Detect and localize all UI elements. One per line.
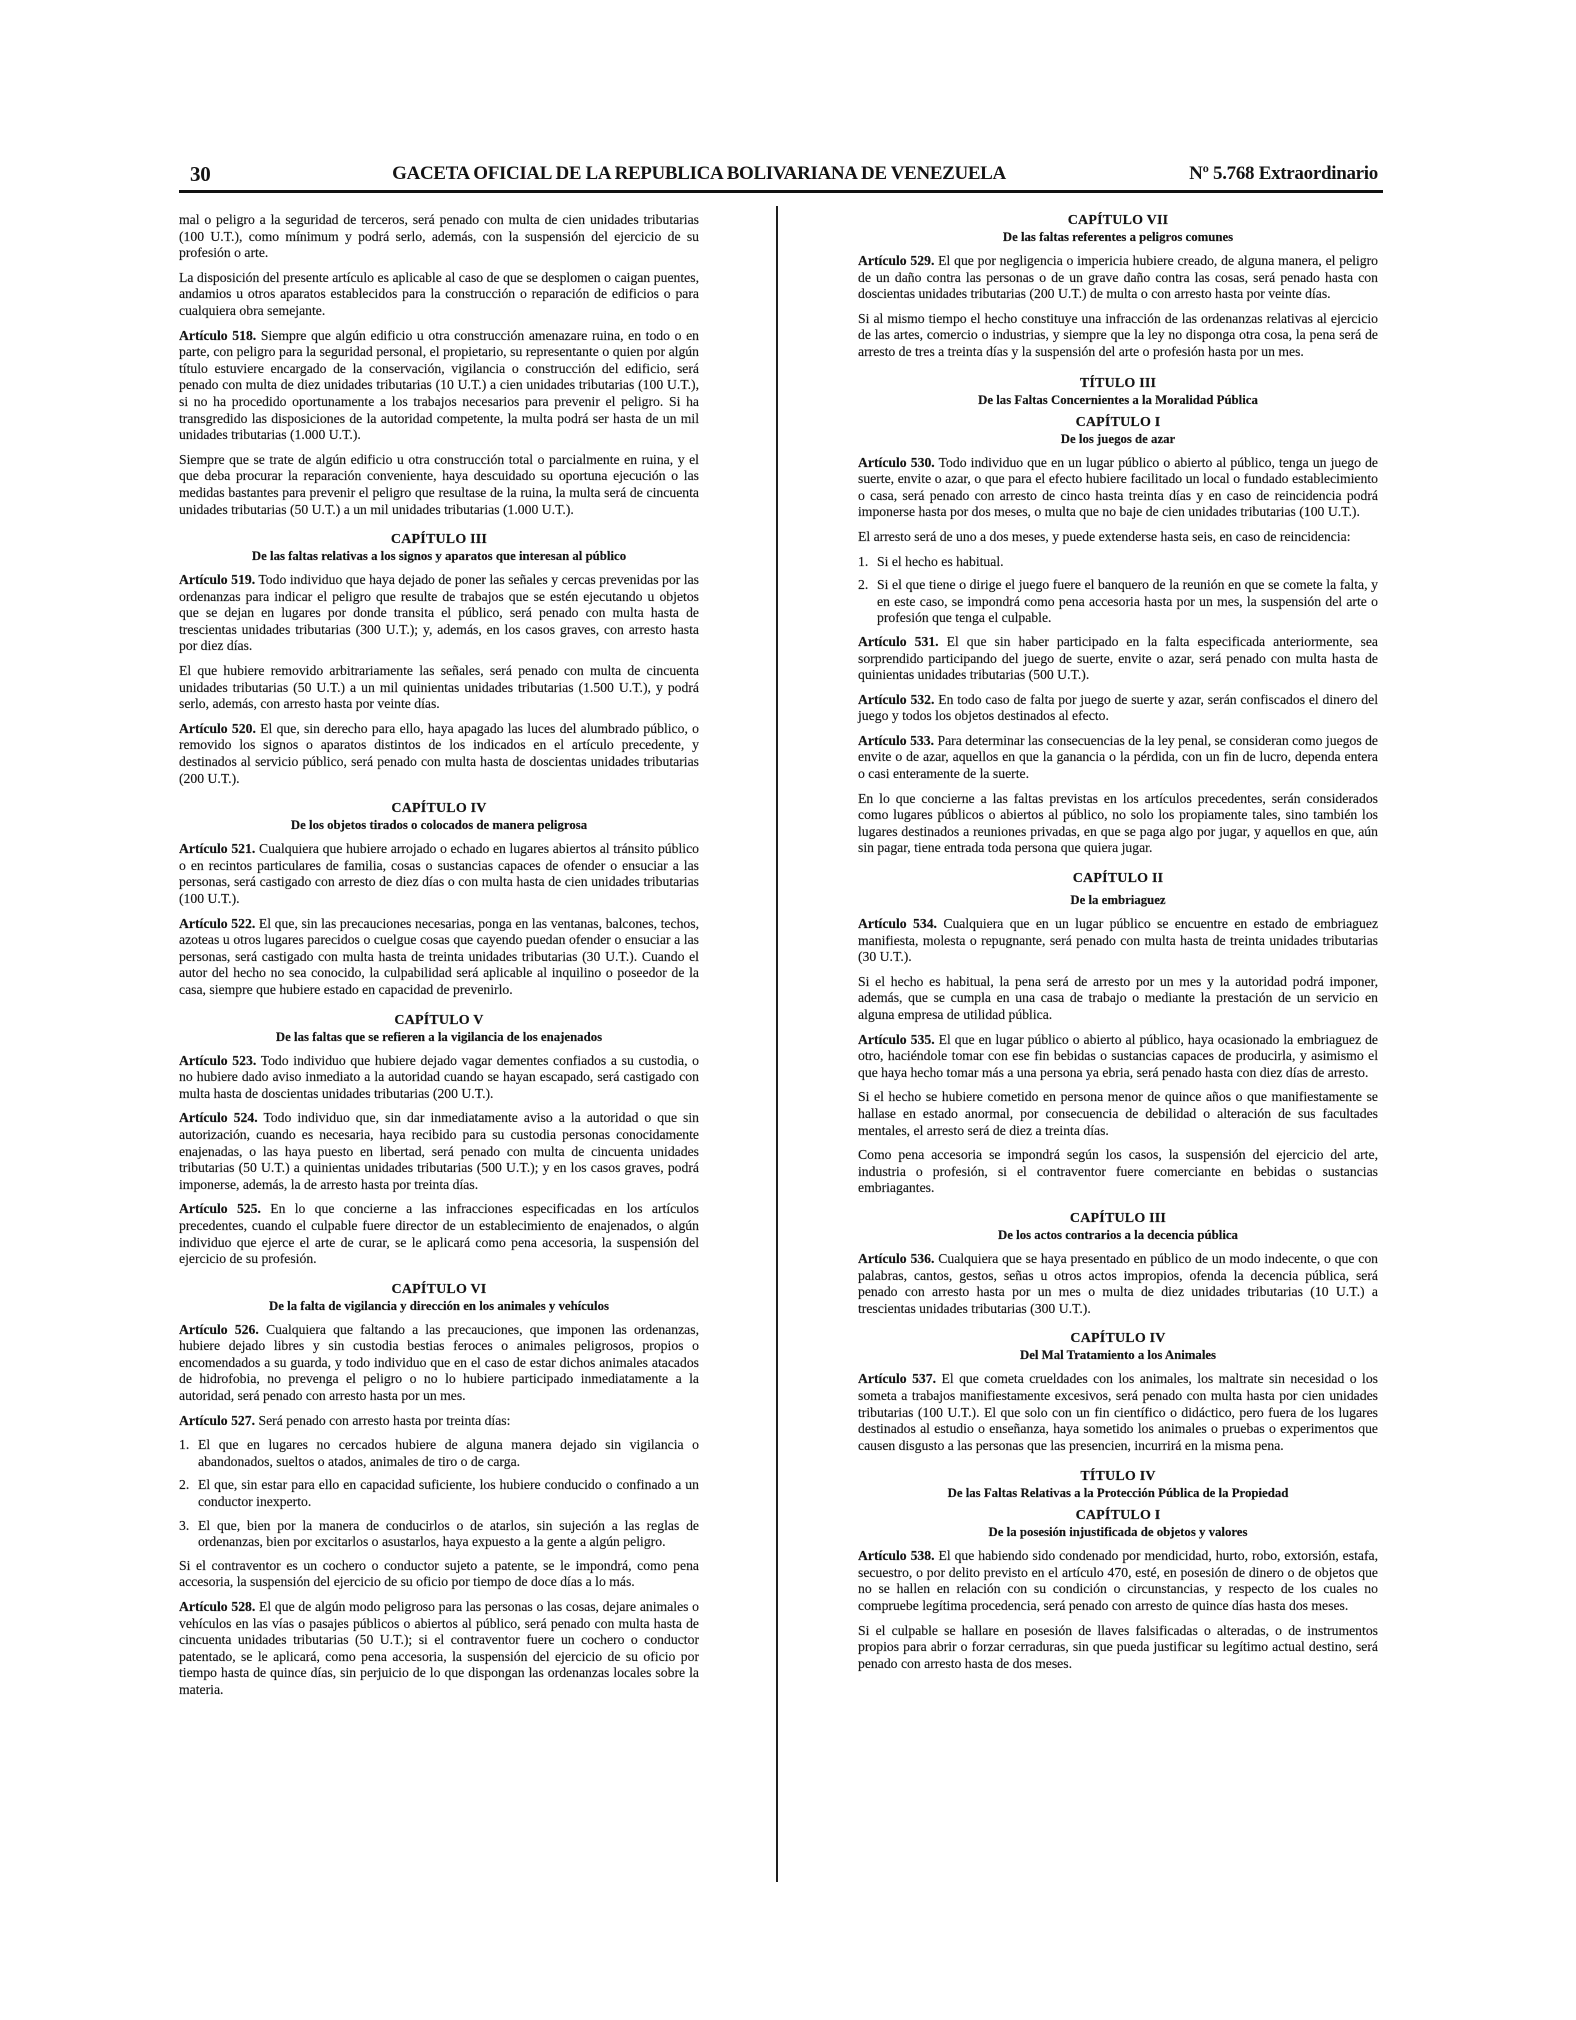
chapter-heading xyxy=(858,414,1378,447)
article-522 xyxy=(179,916,699,999)
article-label: Artículo 527. xyxy=(179,1412,256,1428)
paragraph-text: En lo que concierne a las faltas previstas en los artículos precedentes, serán considerados como lugares públicos o abiertos al público, no solo los propiamente tales, sino también los lugares destinados a reuniones privadas, en que se paga algo por jugar, y aquellos en que, aún sin pagar, tiene entrada toda persona que quiera jugar. xyxy=(858,790,1378,856)
article-text: Cualquiera que se haya presentado en público de un modo indecente, o que con palabras, cantos, gestos, señas u otros actos impropios, ofenda la decencia pública, será penado con arresto hasta por un mes o multa de diez unidades tributarias (10 U.T.) a trescientas unidades tributarias (300 U.T.). xyxy=(858,1250,1379,1316)
article-537 xyxy=(858,1371,1378,1454)
list-number: 3. xyxy=(179,1517,190,1533)
article-label: Artículo 531. xyxy=(858,633,939,649)
article-536 xyxy=(858,1251,1378,1317)
paragraph-text: Si al mismo tiempo el hecho constituye una infracción de las ordenanzas relativas al ejercicio de las artes, comercio o industrias, y siempre que la ley no disponga otra cosa, la pena será de arresto de tres a treinta días y la suspensión del arte o profesión hasta por un mes. xyxy=(858,310,1378,359)
paragraph xyxy=(179,270,699,320)
title-heading xyxy=(858,1468,1378,1501)
column-divider xyxy=(776,206,778,1882)
article-text: Cualquiera que faltando a las precauciones, que imponen las ordenanzas, hubiere dejado libres y sin custodia bestias feroces o animales peligrosos, propios o encomendados a su guarda, y todo individuo que en el caso de estar dichos animales atacados de hidrofobia, no prevenga el peligro o no lo hubiere participado inmediatamente a la autoridad, será penado con arresto hasta por un mes. xyxy=(179,1321,700,1404)
paragraph xyxy=(179,212,699,262)
article-535 xyxy=(858,1032,1378,1082)
article-text: El que cometa crueldades con los animales, los maltrate sin necesidad o los someta a trabajos manifiestamente excesivos, será penado con multa hasta por cien unidades tributarias (100 U.T.). El que solo con un fin científico o didáctico, pero fuera de los lugares destinados al estudio o enseñanza, haya sometido los animales o pruebas o experimentos que causen disgusto a las personas que las presencien, incurrirá en la misma pena. xyxy=(858,1371,1379,1453)
article-label: Artículo 524. xyxy=(179,1110,258,1126)
chapter-subtitle: Del Mal Tratamiento a los Animales xyxy=(1019,1348,1217,1363)
paragraph xyxy=(858,791,1378,857)
issue-number: Nº 5.768 Extraordinario xyxy=(1189,163,1378,184)
list-item xyxy=(858,554,1378,571)
chapter-heading xyxy=(858,212,1378,245)
chapter-heading xyxy=(858,1507,1378,1540)
chapter-subtitle: De los actos contrarios a la decencia pública xyxy=(998,1227,1238,1242)
article-text: El que sin haber participado en la falta especificada anteriormente, sea sorprendido participando del juego de suerte, envite o azar, será penado con multa hasta de quinientas unidades tributarias (500 U.T.). xyxy=(858,633,1379,683)
article-label: Artículo 535. xyxy=(858,1031,935,1047)
chapter-subtitle: De los juegos de azar xyxy=(1060,431,1176,446)
article-label: Artículo 518. xyxy=(179,327,257,343)
list-text: Si el hecho es habitual. xyxy=(877,553,1004,569)
article-label: Artículo 537. xyxy=(858,1371,937,1387)
article-text: El que en lugar público o abierto al público, haya ocasionado la embriaguez de otro, haciéndole tomar con ese fin bebidas o sustancias capaces de producirla, y asimismo el que haya hecho tomar más a una persona ya ebria, será penado hasta con diez días de arresto. xyxy=(858,1031,1379,1080)
chapter-subtitle: De las faltas relativas a los signos y aparatos que interesan al público xyxy=(251,549,627,564)
chapter-subtitle: De la falta de vigilancia y dirección en los animales y vehículos xyxy=(269,1298,609,1313)
list-number: 1. xyxy=(179,1437,190,1453)
paragraph xyxy=(858,1623,1378,1673)
article-label: Artículo 530. xyxy=(858,454,935,470)
chapter-title: CAPÍTULO III xyxy=(390,532,488,548)
chapter-heading xyxy=(179,800,699,833)
chapter-heading xyxy=(179,1281,699,1314)
article-label: Artículo 525. xyxy=(179,1201,261,1217)
chapter-title: CAPÍTULO IV xyxy=(1070,1331,1166,1347)
article-text: El que, sin derecho para ello, haya apagado las luces del alumbrado público, o removido los signos o aparatos distintos de los indicados en el artículo precedente, y destinados al servicio público, será penado con multa hasta de doscientas unidades tributarias (200 U.T.). xyxy=(179,720,700,786)
list-number: 1. xyxy=(858,553,869,569)
article-label: Artículo 532. xyxy=(858,691,935,707)
list-item xyxy=(179,1518,699,1551)
article-text: Todo individuo que, sin dar inmediatamente aviso a la autoridad o que sin autorización, cuando es necesaria, haya recibido para su custodia personas conocidamente enajenadas, o las haya puesto en libertad, será penado con multa de cincuenta unidades tributarias (50 U.T.) a quinientas unidades tributarias (500 U.T.); y en los casos graves, podrá imponerse, además, la de arresto hasta por treinta días. xyxy=(179,1110,699,1192)
article-530 xyxy=(858,455,1378,521)
article-text: Será penado con arresto hasta por treinta días: xyxy=(258,1412,511,1428)
article-label: Artículo 521. xyxy=(179,841,256,857)
paragraph-text: El que hubiere removido arbitrariamente las señales, será penado con multa de cincuenta unidades tributarias (50 U.T.) a un mil quinientas unidades tributarias (1.500 U.T.), y podrá serlo, además, con arresto hasta por veinte días. xyxy=(179,663,699,712)
page-number: 30 xyxy=(190,162,211,186)
article-520 xyxy=(179,721,699,787)
chapter-subtitle: De la posesión injustificada de objetos y valores xyxy=(988,1525,1248,1540)
list-item xyxy=(858,577,1378,627)
article-524 xyxy=(179,1110,699,1193)
header-rule xyxy=(179,190,1383,193)
title-number: TÍTULO III xyxy=(1079,375,1157,391)
article-label: Artículo 529. xyxy=(858,253,935,268)
chapter-subtitle: De las faltas que se refieren a la vigilancia de los enajenados xyxy=(275,1029,603,1044)
article-text: El que por negligencia o impericia hubiere creado, de alguna manera, el peligro de un daño contra las personas o de un grave daño contra las cosas, será penado hasta con doscientas unidades tributarias (200 U.T.) de multa o con arresto hasta por veinte días. xyxy=(858,253,1378,302)
paragraph xyxy=(858,529,1378,546)
article-label: Artículo 523. xyxy=(179,1052,257,1068)
chapter-heading xyxy=(858,1330,1378,1363)
article-525 xyxy=(179,1201,699,1267)
article-text: Todo individuo que hubiere dejado vagar dementes confiados a su custodia, o no hubiere dado aviso inmediato a la autoridad cuando se hayan escapado, será castigado con multa hasta de doscientas unidades tributarias (200 U.T.). xyxy=(179,1052,699,1101)
article-text: Todo individuo que en un lugar público o abierto al público, tenga un juego de suerte, envite o azar, o que para el efecto hubiere facilitado un local o fundado establecimiento o casa, será penado con arresto de cinco hasta treinta días y en caso de reincidencia podrá imponerse hasta por dos meses, o multa que no baje de cien unidades tributarias (100 U.T.). xyxy=(858,454,1379,520)
article-label: Artículo 528. xyxy=(179,1599,256,1614)
article-529 xyxy=(858,253,1378,303)
paragraph xyxy=(179,663,699,713)
chapter-title: CAPÍTULO VI xyxy=(391,1281,487,1297)
chapter-subtitle: De la embriaguez xyxy=(1070,893,1166,908)
chapter-title: CAPÍTULO IV xyxy=(391,801,487,817)
list-number: 2. xyxy=(179,1477,190,1493)
chapter-heading xyxy=(858,870,1378,908)
list-number: 2. xyxy=(858,577,869,593)
paragraph xyxy=(179,452,699,518)
title-subtitle: De las Faltas Relativas a la Protección Pública de la Propiedad xyxy=(947,1486,1289,1501)
paragraph xyxy=(179,1558,699,1591)
list-text: El que, sin estar para ello en capacidad suficiente, los hubiere conducido o confinado a un conductor inexperto. xyxy=(198,1477,699,1510)
list-text: Si el que tiene o dirige el juego fuere el banquero de la reunión en que se comete la falta, y en este caso, se impondrá como pena accesoria hasta por un mes, la suspensión del arte o profesión que tenga el culpable. xyxy=(877,577,1378,626)
chapter-title: CAPÍTULO VII xyxy=(1067,213,1169,228)
article-text: Para determinar las consecuencias de la ley penal, se consideran como juegos de envite o de azar, aquellos en que la ganancia o la pérdida, con un fin de lucro, dependa entera o casi enteramente de la suerte. xyxy=(858,732,1379,782)
right-column xyxy=(858,212,1378,1680)
chapter-title: CAPÍTULO II xyxy=(1072,871,1164,887)
article-519 xyxy=(179,572,699,655)
chapter-subtitle: De las faltas referentes a peligros comunes xyxy=(1002,230,1234,244)
paragraph-text: Si el hecho es habitual, la pena será de arresto por un mes y la autoridad podrá imponer, además, que se cumpla en una casa de trabajo o mediante la prestación de un servicio en alguna empresa de utilidad pública. xyxy=(858,973,1378,1022)
chapter-heading xyxy=(179,531,699,564)
chapter-subtitle: De los objetos tirados o colocados de manera peligrosa xyxy=(290,818,588,833)
article-text: Cualquiera que en un lugar público se encuentre en estado de embriaguez manifiesta, molesta o repugnante, será penado con multa hasta de treinta unidades tributarias (30 U.T.). xyxy=(858,916,1379,965)
article-521 xyxy=(179,841,699,907)
chapter-heading xyxy=(179,1012,699,1045)
title-heading xyxy=(858,375,1378,408)
article-518 xyxy=(179,328,699,444)
chapter-title: CAPÍTULO V xyxy=(394,1012,484,1028)
article-531 xyxy=(858,634,1378,684)
article-text: El que habiendo sido condenado por mendicidad, hurto, robo, extorsión, estafa, secuestro, o por delito previsto en el artículo 470, esté, en posesión de dinero o de objetos que no se hallen en relación con su condición o circunstancias, y respecto de los cuales no compruebe legítima procedencia, será penado con arresto de quince días hasta dos meses. xyxy=(858,1548,1379,1614)
article-533 xyxy=(858,733,1378,783)
article-text: En lo que concierne a las infracciones especificadas en los artículos precedentes, cuando el culpable fuere director de un establecimiento de enajenados, o algún individuo que ejerce el arte de curar, se le aplicará como pena accesoria, la suspensión del ejercicio de su profesión. xyxy=(179,1201,700,1267)
paragraph-text: Si el hecho se hubiere cometido en persona menor de quince años o que manifiestamente se hallase en estado anormal, por consecuencia de debilidad o alteración de sus facultades mentales, el arresto será de diez a treinta días. xyxy=(858,1089,1378,1138)
list-text: El que en lugares no cercados hubiere de alguna manera dejado sin vigilancia o abandonados, sueltos o atados, animales de tiro o de carga. xyxy=(198,1437,699,1469)
paragraph xyxy=(858,1089,1378,1139)
article-text: Todo individuo que haya dejado de poner las señales y cercas prevenidas por las ordenanzas para indicar el peligro que resulte de trabajos que se estén ejecutando u objetos que se dejan en lugares por donde transita el público, será penado con multa hasta de trescientas unidades tributarias (300 U.T.); y, además, en los casos graves, con arresto hasta por diez días. xyxy=(179,572,700,654)
list-item xyxy=(179,1437,699,1470)
list-item xyxy=(179,1477,699,1510)
article-label: Artículo 520. xyxy=(179,720,256,736)
paragraph-text: Si el contraventor es un cochero o conductor sujeto a patente, se le impondrá, como pena accesoria, la suspensión del ejercicio de su oficio por tiempo de doce días a lo más. xyxy=(179,1557,699,1590)
chapter-title: CAPÍTULO I xyxy=(1075,414,1161,430)
article-523 xyxy=(179,1053,699,1103)
article-text: En todo caso de falta por juego de suerte y azar, serán confiscados el dinero del juego y todos los objetos destinados al efecto. xyxy=(858,691,1378,724)
article-526 xyxy=(179,1322,699,1405)
paragraph xyxy=(858,311,1378,361)
article-label: Artículo 522. xyxy=(179,915,256,931)
article-text: Siempre que algún edificio u otra construcción amenazare ruina, en todo o en parte, con peligro para la seguridad personal, el propietario, su representante o quien por algún título estuviere encargado de la conservación, vigilancia o construcción del edificio, será penado con multa de diez unidades tributarias (10 U.T.) a cien unidades tributarias (100 U.T.), si no ha procedido oportunamente a los trabajos necesarios para prevenir el peligro. Si ha transgredido las disposiciones de la autoridad competente, la multa podrá ser hasta de un mil unidades tributarias (1.000 U.T.). xyxy=(179,327,700,443)
paragraph-text: La disposición del presente artículo es aplicable al caso de que se desplomen o caigan puentes, andamios u otros aparatos establecidos para la construcción o reparación de edificios o para cualquiera obra semejante. xyxy=(179,269,699,318)
chapter-title: CAPÍTULO III xyxy=(1069,1210,1167,1226)
paragraph-text: Como pena accesoria se impondrá según los casos, la suspensión del ejercicio del arte, industria o profesión, si el contraventor fuere comerciante en bebidas o sustancias embriagantes. xyxy=(858,1147,1378,1196)
article-528 xyxy=(179,1599,699,1699)
paragraph xyxy=(858,974,1378,1024)
article-label: Artículo 526. xyxy=(179,1321,259,1337)
left-column xyxy=(179,212,699,1707)
article-label: Artículo 538. xyxy=(858,1548,935,1564)
paragraph-text: Si el culpable se hallare en posesión de llaves falsificadas o alteradas, o de instrumentos propios para abrir o forzar cerraduras, sin que pueda justificar su legítimo actual destino, será penado con arresto hasta de dos meses. xyxy=(858,1622,1378,1671)
article-label: Artículo 536. xyxy=(858,1250,935,1266)
paragraph-text: El arresto será de uno a dos meses, y puede extenderse hasta seis, en caso de reincidencia: xyxy=(858,528,1351,544)
article-532 xyxy=(858,692,1378,725)
masthead xyxy=(0,0,1576,200)
article-text: El que, sin las precauciones necesarias, ponga en las ventanas, balcones, techos, azoteas u otros lugares parecidos o cuelgue cosas que cayendo puedan ofender o ensuciar a las personas, será castigado con multa hasta de treinta unidades tributarias (30 U.T.). Cuando el autor del hecho no sea conocido, la culpabilidad será aplicable al inquilino o poseedor de la casa, siempre que hubiere estado en capacidad de prevenirlo. xyxy=(179,915,700,997)
article-534 xyxy=(858,916,1378,966)
paragraph-text: mal o peligro a la seguridad de terceros, será penado con multa de cien unidades tributarias (100 U.T.), como mínimum y podrá serlo, además, con la suspensión del ejercicio de su profesión o arte. xyxy=(179,212,699,261)
chapter-title: CAPÍTULO I xyxy=(1075,1508,1161,1524)
article-label: Artículo 534. xyxy=(858,916,937,932)
gazette-title: GACETA OFICIAL DE LA REPUBLICA BOLIVARIANA DE VENEZUELA xyxy=(392,163,1006,184)
title-subtitle: De las Faltas Concernientes a la Moralidad Pública xyxy=(978,392,1258,407)
chapter-heading xyxy=(858,1210,1378,1243)
article-527 xyxy=(179,1413,699,1430)
article-label: Artículo 533. xyxy=(858,732,935,748)
paragraph xyxy=(858,1147,1378,1197)
title-number: TÍTULO IV xyxy=(1080,1469,1156,1485)
article-text: Cualquiera que hubiere arrojado o echado en lugares abiertos al tránsito público o en recintos particulares de familia, cosas o sustancias capaces de ofender o ensuciar a las personas, será castigado con arresto de diez días o con multa hasta de cien unidades tributarias (100 U.T.). xyxy=(179,841,700,906)
article-text: El que de algún modo peligroso para las personas o las cosas, dejare animales o vehículos en las vías o pasajes públicos o abiertos al público, será penado con multa hasta de cincuenta unidades tributarias (50 U.T.); si el contraventor fuere un cochero o conductor patentado, se le aplicará, como pena accesoria, la suspensión del ejercicio de su oficio por tiempo hasta de quince días, sin perjuicio de lo que dispongan las ordenanzas locales sobre la materia. xyxy=(179,1599,700,1697)
paragraph-text: Siempre que se trate de algún edificio u otra construcción total o parcialmente en ruina, y el que deba procurar la reparación conveniente, haya descuidado su oportuna ejecución o las medidas bastantes para prevenir el peligro que resultase de la ruina, la multa será de cincuenta unidades tributarias (50 U.T.) a un mil unidades tributarias (1.000 U.T.). xyxy=(179,451,699,517)
article-label: Artículo 519. xyxy=(179,572,256,588)
article-538 xyxy=(858,1548,1378,1614)
list-text: El que, bien por la manera de conducirlos o de atarlos, sin sujeción a las reglas de ordenanzas, bien por excitarlos o asustarlos, haya expuesto a la gente a algún peligro. xyxy=(198,1517,699,1550)
